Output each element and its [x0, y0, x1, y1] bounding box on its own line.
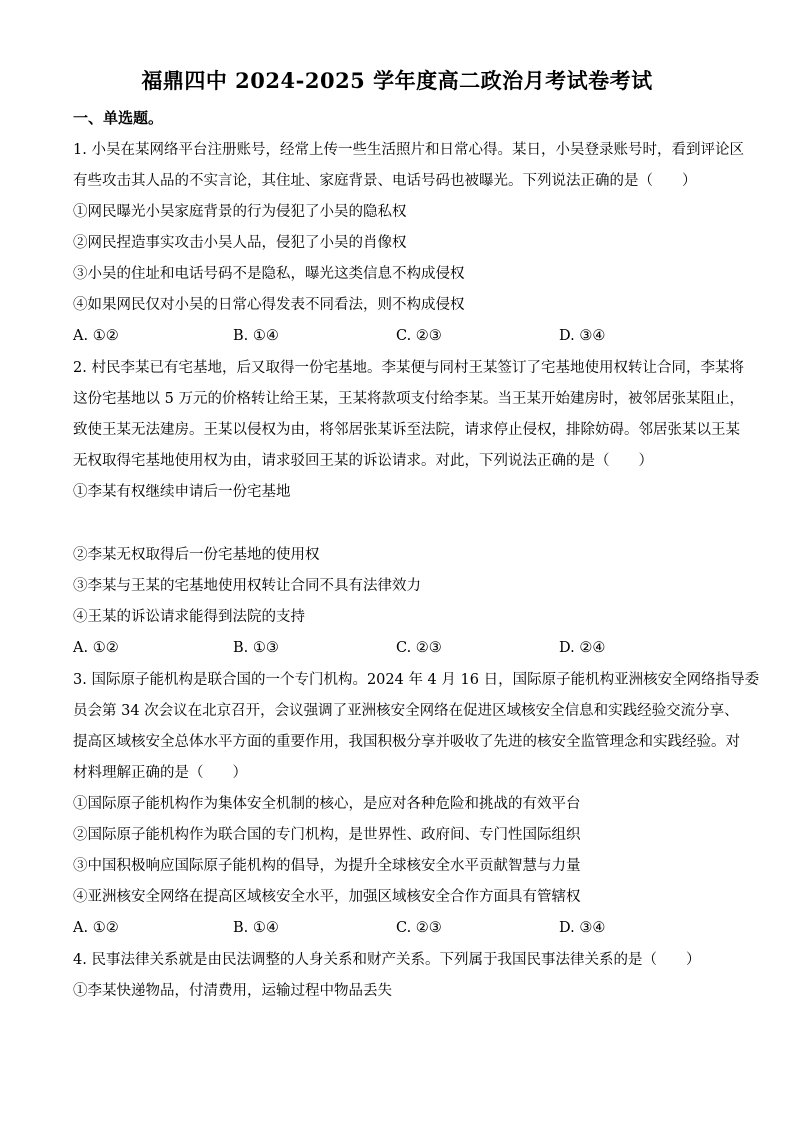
page-title: 福鼎四中 2024-2025 学年度高二政治月考试卷考试: [141, 68, 653, 93]
question-3-option-c[interactable]: C. ②③: [396, 920, 442, 936]
question-2-line-4: 无权取得宅基地使用权为由，请求驳回王某的诉讼请求。对此，下列说法正确的是（ ）: [73, 453, 653, 469]
question-1-option-c[interactable]: C. ②③: [396, 328, 442, 344]
question-3-line-2: 员会第 34 次会议在北京召开，会议强调了亚洲核安全网络在促进区域核安全信息和实践经验交流分享、: [73, 703, 739, 719]
question-3-statement-3: ③中国积极响应国际原子能机构的倡导，为提升全球核安全水平贡献智慧与力量: [73, 858, 581, 874]
question-1-line-1: 1. 小吴在某网络平台注册账号，经常上传一些生活照片和日常心得。某日，小吴登录账号时，看到评论区: [73, 142, 744, 158]
question-3-line-1: 3. 国际原子能机构是联合国的一个专门机构。2024 年 4 月 16 日，国际原子能机构亚洲核安全网络指导委: [73, 672, 760, 688]
question-3-option-d[interactable]: D. ③④: [559, 920, 606, 936]
question-1-statement-2: ②网民捏造事实攻击小吴人品，侵犯了小吴的肖像权: [73, 235, 407, 251]
question-1-statement-4: ④如果网民仅对小吴的日常心得发表不同看法，则不构成侵权: [73, 297, 465, 313]
question-3-line-4: 材料理解正确的是（ ）: [73, 765, 247, 781]
question-1-line-2: 有些攻击其人品的不实言论，其住址、家庭背景、电话号码也被曝光。下列说法正确的是（ ）: [73, 173, 697, 189]
question-3-statement-2: ②国际原子能机构作为联合国的专门机构，是世界性、政府间、专门性国际组织: [73, 827, 581, 843]
question-3-options: [73, 917, 733, 939]
question-3-statement-1: ①国际原子能机构作为集体安全机制的核心，是应对各种危险和挑战的有效平台: [73, 796, 581, 812]
question-3-statement-4: ④亚洲核安全网络在提高区域核安全水平，加强区域核安全合作方面具有管辖权: [73, 889, 581, 905]
question-2-option-a[interactable]: A. ①②: [73, 640, 119, 656]
question-1-statement-1: ①网民曝光小吴家庭背景的行为侵犯了小吴的隐私权: [73, 204, 407, 220]
question-2-statement-2: ②李某无权取得后一份宅基地的使用权: [73, 547, 320, 563]
question-2-line-1: 2. 村民李某已有宅基地，后又取得一份宅基地。李某便与同村王某签订了宅基地使用权转让合同，李某将: [73, 360, 744, 376]
question-3-line-3: 提高区域核安全总体水平方面的重要作用，我国积极分享并吸收了先进的核安全监管理念和实践经验。对: [73, 734, 740, 750]
question-1-options: [73, 325, 733, 347]
question-2-statement-4: ④王某的诉讼请求能得到法院的支持: [73, 609, 305, 625]
question-3-option-a[interactable]: A. ①②: [73, 920, 119, 936]
question-2-statement-1: ①李某有权继续申请后一份宅基地: [73, 484, 291, 500]
section-heading: 一、单选题。: [73, 109, 164, 127]
question-1-option-b[interactable]: B. ①④: [233, 328, 279, 344]
question-2-line-3: 致使王某无法建房。王某以侵权为由，将邻居张某诉至法院，请求停止侵权，排除妨碍。邻居张某以王某: [73, 422, 740, 438]
question-4-line-1: 4. 民事法律关系就是由民法调整的人身关系和财产关系。下列属于我国民事法律关系的是（ ）: [73, 952, 701, 968]
question-3-option-b[interactable]: B. ①④: [233, 920, 279, 936]
question-2-option-d[interactable]: D. ②④: [559, 640, 606, 656]
question-4-statement-1: ①李某快递物品，付清费用，运输过程中物品丢失: [73, 983, 392, 999]
question-2-options: [73, 637, 733, 659]
question-2-line-2: 这份宅基地以 5 万元的价格转让给王某，王某将款项支付给李某。当王某开始建房时，被邻居张某阻止，: [73, 391, 744, 407]
question-2-statement-3: ③李某与王某的宅基地使用权转让合同不具有法律效力: [73, 578, 421, 594]
question-2-option-b[interactable]: B. ①③: [233, 640, 279, 656]
question-1-option-d[interactable]: D. ③④: [559, 328, 606, 344]
question-1-option-a[interactable]: A. ①②: [73, 328, 119, 344]
question-1-statement-3: ③小吴的住址和电话号码不是隐私，曝光这类信息不构成侵权: [73, 266, 465, 282]
question-2-option-c[interactable]: C. ②③: [396, 640, 442, 656]
